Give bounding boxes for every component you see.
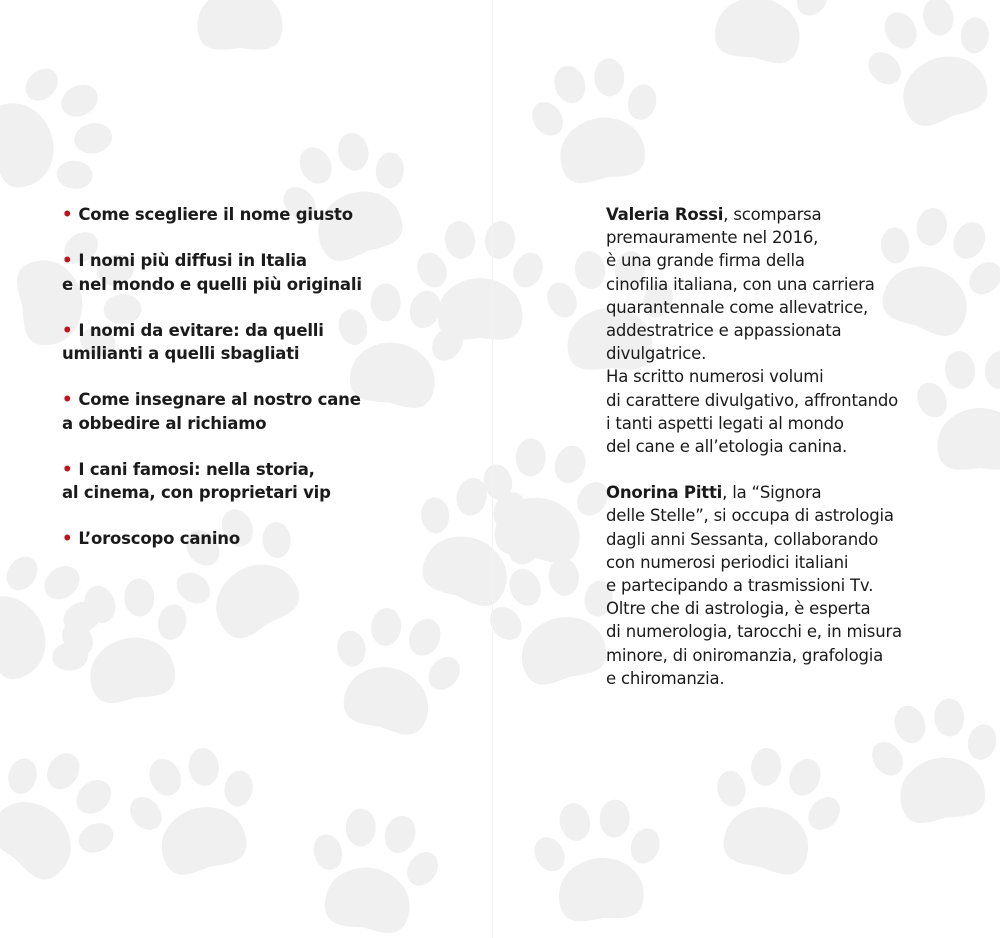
feature-item: • I nomi da evitare: da quelli umilianti a quelli sbagliati [62, 320, 324, 363]
bullet-icon: • [62, 205, 73, 224]
bullet-icon: • [62, 459, 73, 479]
feature-item: • I cani famosi: nella storia, al cinema, con proprietari vip [62, 459, 331, 502]
feature-item: • I nomi più diffusi in Italia e nel mondo e quelli più originali [62, 251, 362, 294]
bullet-icon: • [62, 320, 73, 340]
feature-list [62, 203, 482, 573]
author-bio-valeria-rossi: Valeria Rossi, scomparsa premauramente nel 2016, è una grande firma della cinofilia italiana, con una carriera quarantennale come allevatrice, addestratrice e appassionata divulgatrice. Ha scritto numerosi volumi di carattere divulgativo, affrontando i tanti aspetti legati al mondo del cane e all’etologia canina. [606, 205, 899, 457]
left-page [0, 0, 492, 938]
feature-item: • L’oroscopo canino [62, 529, 240, 548]
bullet-icon: • [62, 390, 73, 409]
feature-item: • Come insegnare al nostro cane a obbedire al richiamo [62, 390, 361, 433]
author-name: Valeria Rossi [606, 205, 724, 224]
author-bio-onorina-pitti: Onorina Pitti, la “Signora delle Stelle”, si occupa di astrologia dagli anni Sessanta, collaborando con numerosi periodici italiani e partecipando a trasmissioni Tv. Oltre che di astrologia, è esperta di numerologia, tarocchi e, in misura minore, di oniromanzia, grafologia e chiromanzia. [606, 483, 902, 688]
author-bios [606, 203, 966, 713]
right-page [492, 0, 1000, 938]
bullet-icon: • [62, 529, 73, 548]
bullet-icon: • [62, 251, 73, 270]
author-name: Onorina Pitti [606, 483, 723, 503]
feature-item: • Come scegliere il nome giusto [62, 205, 353, 224]
